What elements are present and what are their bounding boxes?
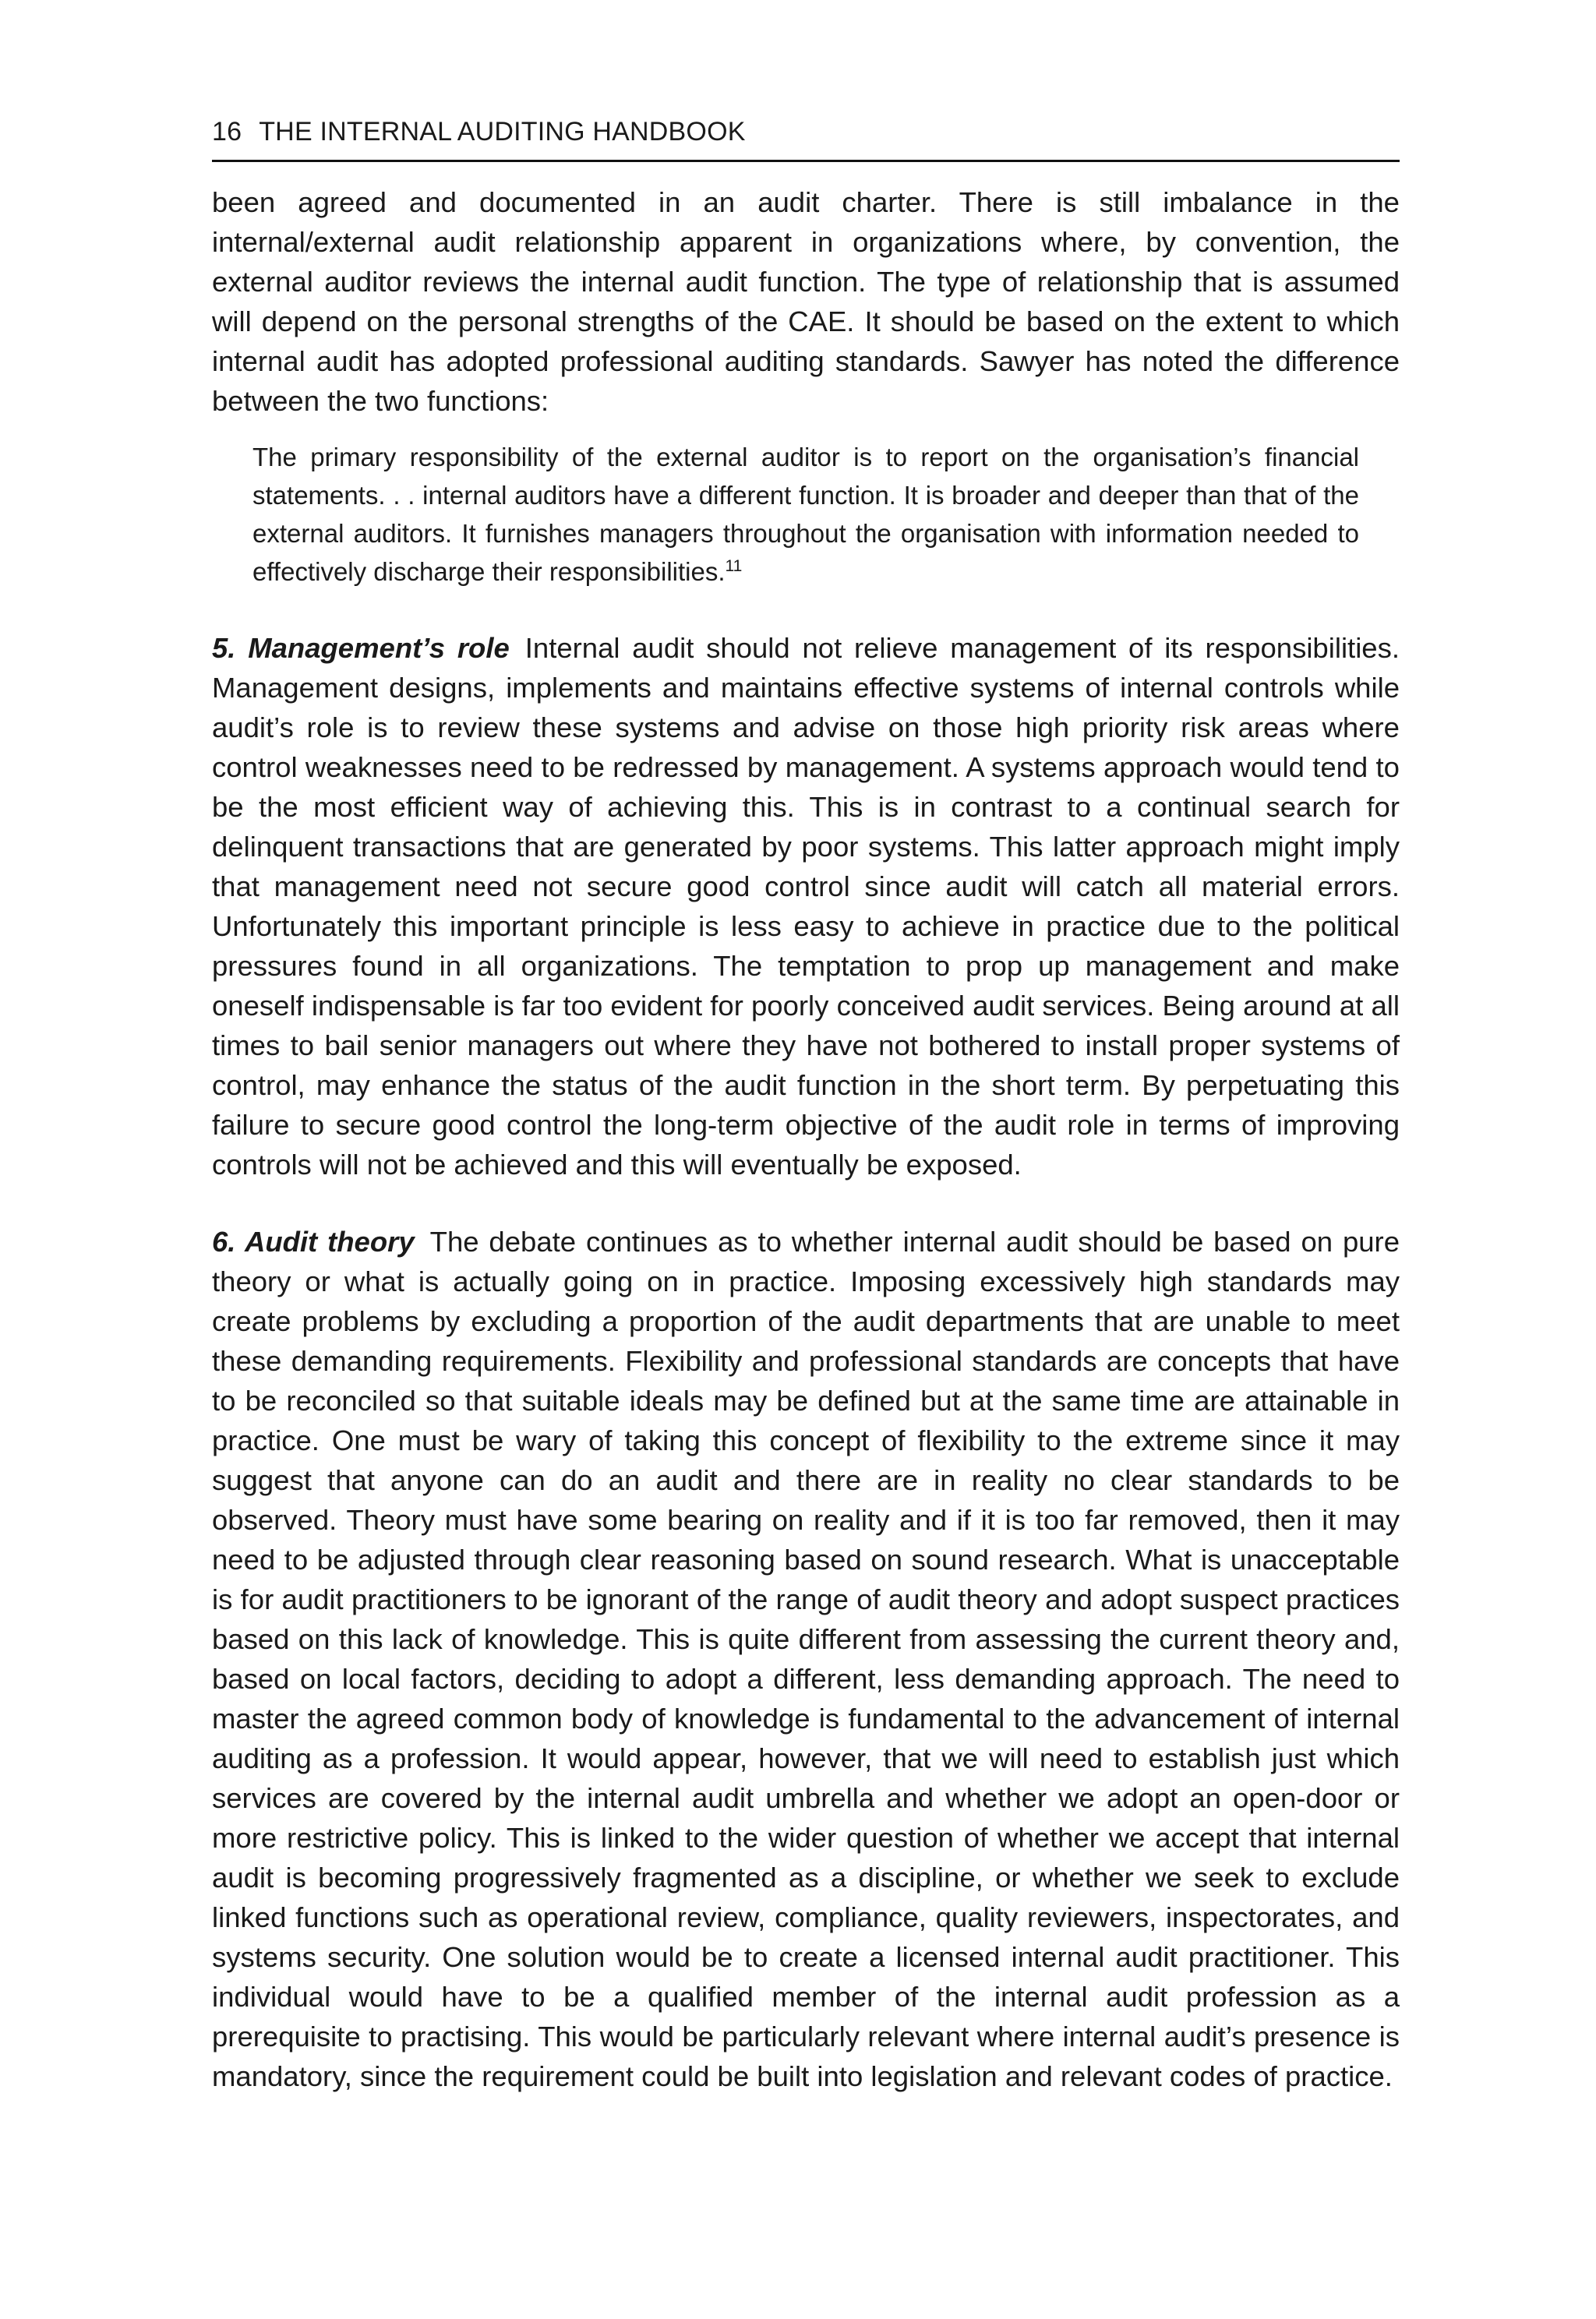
quote-text: The primary responsibility of the external auditor is to report on the organisation’s financial statements. . . internal auditors have a different function. It is broader and deeper than that of the external auditors. It furnishes managers throughout the organisation with information needed to effectively discharge their responsibilities. [252, 443, 1359, 586]
section-text: Internal audit should not relieve management of its responsibilities. Management designs, implements and maintains effective systems of internal controls while audit’s role is to review these systems and advise on those high priority risk areas where control weaknesses need to be redressed by management. A systems approach would tend to be the most efficient way of achieving this. This is in contrast to a continual search for delinquent transactions that are generated by poor systems. This latter approach might imply that management need not secure good control since audit will catch all material errors. Unfortunately this important principle is less easy to achieve in practice due to the political pressures found in all organizations. The temptation to prop up management and make oneself indispensable is far too evident for poorly conceived audit services. Being around at all times to bail senior managers out where they have not bothered to install proper systems of control, may enhance the status of the audit function in the short term. By perpetuating this failure to secure good control the long-term objective of the audit role in terms of improving controls will not be achieved and this will eventually be exposed. [212, 632, 1400, 1181]
block-quote [252, 438, 1359, 591]
page-number: 16 [212, 117, 242, 146]
book-title: THE INTERNAL AUDITING HANDBOOK [259, 117, 746, 146]
section-heading: 5. Management’s role [212, 632, 510, 664]
running-header [212, 117, 1400, 162]
footnote-reference: 11 [725, 557, 743, 575]
section-audit-theory [212, 1222, 1400, 2096]
section-heading: 6. Audit theory [212, 1226, 415, 1258]
book-page [212, 117, 1400, 2096]
section-managements-role [212, 628, 1400, 1184]
intro-paragraph: been agreed and documented in an audit charter. There is still imbalance in the internal/external audit relationship apparent in organizations where, by convention, the external auditor reviews the internal audit function. The type of relationship that is assumed will depend on the personal strengths of the CAE. It should be based on the extent to which internal audit has adopted professional auditing standards. Sawyer has noted the difference between the two functions: [212, 186, 1400, 417]
section-text: The debate continues as to whether internal audit should be based on pure theory or what is actually going on in practice. Imposing excessively high standards may create problems by excluding a proportion of the audit departments that are unable to meet these demanding requirements. Flexibility and professional standards are concepts that have to be reconciled so that suitable ideals may be defined but at the same time are attainable in practice. One must be wary of taking this concept of flexibility to the extreme since it may suggest that anyone can do an audit and there are in reality no clear standards to be observed. Theory must have some bearing on reality and if it is too far removed, then it may need to be adjusted through clear reasoning based on sound research. What is unacceptable is for audit practitioners to be ignorant of the range of audit theory and adopt suspect practices based on this lack of knowledge. This is quite different from assessing the current theory and, based on local factors, deciding to adopt a different, less demanding approach. The need to master the agreed common body of knowledge is fundamental to the advancement of internal auditing as a profession. It would appear, however, that we will need to establish just which services are covered by the internal audit umbrella and whether we adopt an open-door or more restrictive policy. This is linked to the wider question of whether we accept that internal audit is becoming progressively fragmented as a discipline, or whether we seek to exclude linked functions such as operational review, compliance, quality reviewers, inspectorates, and systems security. One solution would be to create a licensed internal audit practitioner. This individual would have to be a qualified member of the internal audit profession as a prerequisite to practising. This would be particularly relevant where internal audit’s presence is mandatory, since the requirement could be built into legislation and relevant codes of practice. [212, 1226, 1400, 2092]
